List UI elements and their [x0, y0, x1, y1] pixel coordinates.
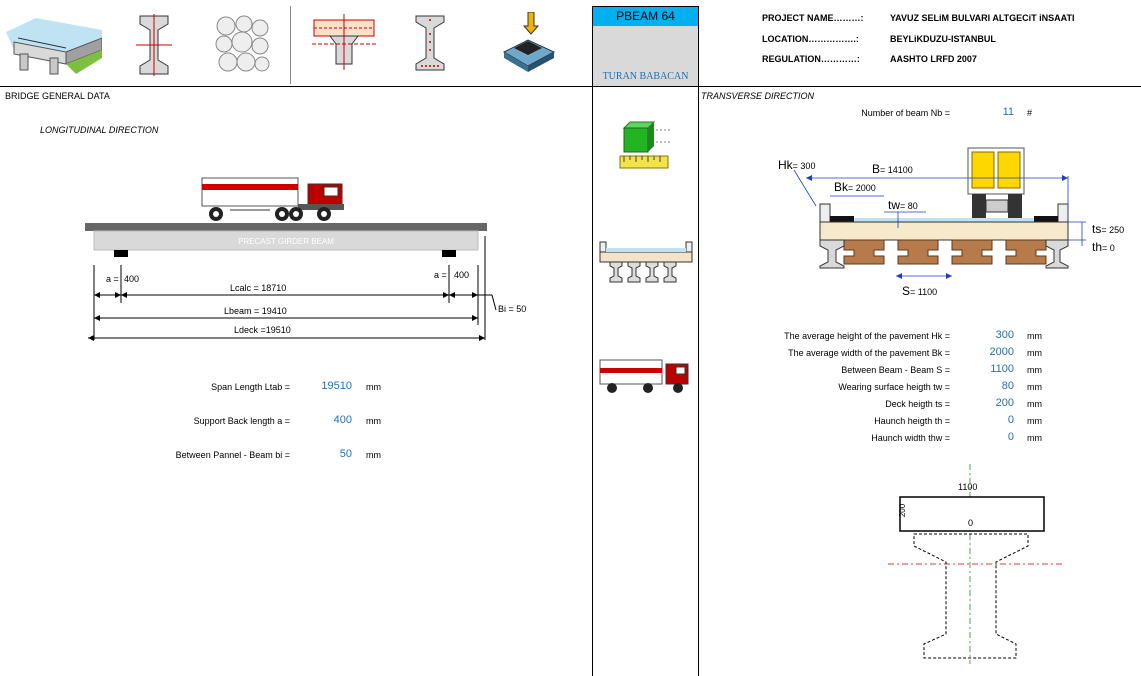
section-center-value: 0	[968, 518, 974, 528]
section-top-width: 1100	[958, 482, 978, 492]
param-bk-label: The average width of the pavement Bk =	[788, 348, 950, 358]
support-a-left-value: 400	[124, 274, 140, 284]
lbeam-label: Lbeam = 19410	[224, 306, 287, 316]
location-label: LOCATION…………….:	[762, 34, 859, 44]
span-length-unit: mm	[366, 382, 381, 392]
param-tw-unit: mm	[1027, 382, 1042, 392]
param-ts-input[interactable]: 200	[995, 397, 1014, 409]
regulation-label: REGULATION…………:	[762, 54, 860, 64]
author-cell	[593, 26, 698, 86]
th-dimension: th= 0	[1092, 240, 1115, 254]
support-back-unit: mm	[366, 416, 381, 426]
lcalc-label: Lcalc = 18710	[230, 283, 287, 293]
param-th-label: Haunch heigth th =	[874, 416, 950, 426]
location-value: BEYLiKDUZU-ISTANBUL	[890, 34, 996, 44]
bi-label: Bi = 50	[498, 304, 527, 314]
prestressed-beam-icon[interactable]	[414, 14, 446, 72]
param-thw-label: Haunch width thw =	[871, 433, 950, 443]
bk-dimension: Bk= 2000	[834, 180, 876, 194]
param-hk-input[interactable]: 300	[995, 329, 1014, 341]
number-of-beam-input[interactable]: 11	[1002, 106, 1014, 118]
between-pannel-unit: mm	[366, 450, 381, 460]
hk-dimension: Hk= 300	[778, 158, 816, 172]
span-length-input[interactable]: 19510	[321, 380, 352, 392]
bearing-load-icon[interactable]	[498, 12, 558, 74]
support-a-left: a =	[106, 274, 119, 284]
param-thw-unit: mm	[1027, 433, 1042, 443]
number-of-beam-unit: #	[1027, 108, 1033, 118]
girder-label: PRECAST GIRDER BEAM	[238, 237, 334, 246]
support-back-label: Support Back length a =	[193, 416, 290, 426]
s-dimension: S= 1100	[902, 284, 938, 298]
i-beam-icon[interactable]	[136, 14, 172, 76]
author-name: TURAN BABACAN	[602, 71, 689, 82]
app-title: PBEAM 64	[616, 9, 675, 23]
param-hk-unit: mm	[1027, 331, 1042, 341]
project-name-value: YAVUZ SELiM BULVARI ALTGECiT iNSAATI	[890, 13, 1075, 23]
param-hk-label: The average height of the pavement Hk =	[784, 331, 950, 341]
aggregate-icon[interactable]	[214, 14, 270, 74]
param-thw-input[interactable]: 0	[1007, 431, 1014, 443]
support-a-right-value: 400	[454, 270, 470, 280]
param-th-input[interactable]: 0	[1007, 414, 1014, 426]
longitudinal-subtitle: LONGITUDINAL DIRECTION	[40, 125, 159, 135]
b-dimension: B= 14100	[872, 162, 913, 176]
regulation-value: AASHTO LRFD 2007	[890, 54, 977, 64]
param-tw-input[interactable]: 80	[1001, 380, 1014, 392]
ts-dimension: ts= 250	[1092, 222, 1125, 236]
param-ts-unit: mm	[1027, 399, 1042, 409]
section-title-general: BRIDGE GENERAL DATA	[5, 91, 110, 101]
project-name-label: PROJECT NAME………:	[762, 13, 864, 23]
material-ruler-icon[interactable]	[618, 120, 672, 174]
param-s-label: Between Beam - Beam S =	[841, 365, 950, 375]
support-a-right: a =	[434, 270, 447, 280]
param-s-input[interactable]: 1100	[990, 363, 1014, 375]
bridge-icon[interactable]	[6, 12, 102, 78]
section-side-height: 200	[898, 503, 908, 518]
param-th-unit: mm	[1027, 416, 1042, 426]
beam-section-drawing	[880, 464, 1070, 664]
transverse-diagram	[776, 146, 1141, 302]
longitudinal-diagram	[80, 170, 560, 350]
number-of-beam-label: Number of beam Nb =	[861, 108, 950, 118]
app-title-cell	[593, 7, 698, 26]
support-back-input[interactable]: 400	[333, 414, 352, 426]
param-bk-input[interactable]: 2000	[989, 346, 1014, 358]
truck-load-icon[interactable]	[598, 356, 692, 394]
ldeck-label: Ldeck =19510	[234, 325, 291, 335]
param-s-unit: mm	[1027, 365, 1042, 375]
toolbar	[0, 0, 592, 86]
cross-section-icon[interactable]	[598, 238, 694, 284]
param-ts-label: Deck heigth ts =	[885, 399, 950, 409]
span-length-label: Span Length Ltab =	[211, 382, 290, 392]
between-pannel-input[interactable]: 50	[339, 448, 352, 460]
truck-icon	[202, 178, 344, 221]
between-pannel-label: Between Pannel - Beam bi =	[175, 450, 290, 460]
tw-dimension: tw= 80	[888, 198, 918, 212]
deck-section-icon[interactable]	[312, 14, 376, 70]
param-tw-label: Wearing surface heigth tw =	[838, 382, 950, 392]
section-title-transverse: TRANSVERSE DIRECTION	[701, 91, 815, 101]
param-bk-unit: mm	[1027, 348, 1042, 358]
